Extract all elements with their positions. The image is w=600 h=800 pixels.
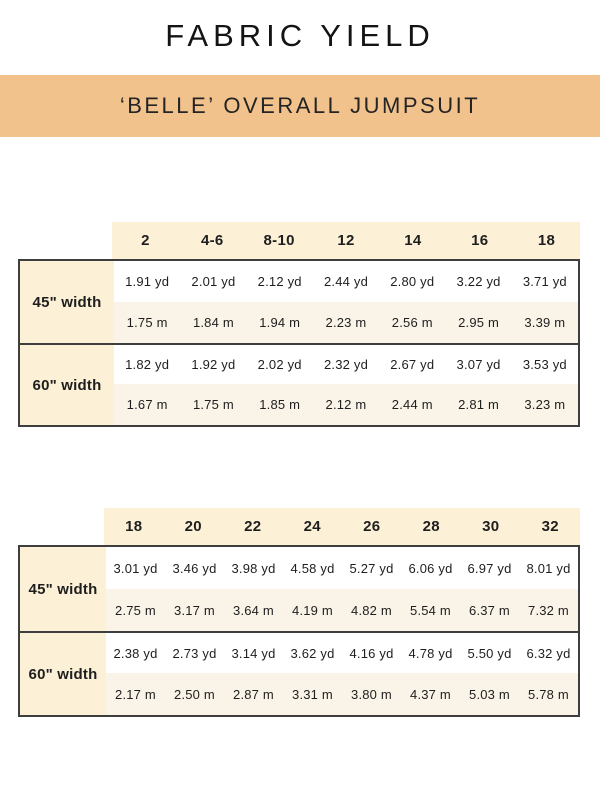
yield-cell: 6.37 m	[460, 589, 519, 631]
yield-cell: 3.01 yd	[106, 547, 165, 589]
yield-table-body	[18, 545, 580, 717]
yield-cell: 2.56 m	[379, 302, 445, 343]
width-row-label: 45" width	[20, 261, 114, 343]
yield-cell: 4.82 m	[342, 589, 401, 631]
size-column-header: 22	[223, 508, 283, 545]
yield-cell: 3.71 yd	[512, 261, 578, 302]
yield-cell: 3.17 m	[165, 589, 224, 631]
yield-table-sizes-2-18	[18, 222, 580, 427]
size-column-header: 4-6	[179, 222, 246, 259]
yield-cell: 6.97 yd	[460, 547, 519, 589]
yield-cell: 2.50 m	[165, 673, 224, 715]
yield-cell: 7.32 m	[519, 589, 578, 631]
size-header-row	[18, 508, 580, 545]
yield-cell: 5.03 m	[460, 673, 519, 715]
yield-cell: 2.02 yd	[247, 343, 313, 384]
size-column-header: 28	[402, 508, 462, 545]
product-banner-label: ‘BELLE’ OVERALL JUMPSUIT	[119, 93, 481, 118]
size-column-header: 2	[112, 222, 179, 259]
yield-cell: 2.17 m	[106, 673, 165, 715]
header-spacer	[18, 222, 112, 259]
yield-cell: 2.81 m	[445, 384, 511, 425]
yield-cell: 4.37 m	[401, 673, 460, 715]
yield-cell: 5.50 yd	[460, 631, 519, 673]
yield-cell: 1.85 m	[247, 384, 313, 425]
yield-cell: 3.64 m	[224, 589, 283, 631]
yield-cell: 3.23 m	[512, 384, 578, 425]
size-column-header: 12	[313, 222, 380, 259]
yield-cell: 2.12 m	[313, 384, 379, 425]
size-column-header: 20	[164, 508, 224, 545]
width-row-label: 60" width	[20, 631, 106, 715]
yield-cell: 3.98 yd	[224, 547, 283, 589]
width-row-label: 60" width	[20, 343, 114, 425]
yield-cell: 1.75 m	[114, 302, 180, 343]
yield-cell: 3.22 yd	[445, 261, 511, 302]
yield-cell: 2.44 yd	[313, 261, 379, 302]
yield-cell: 3.31 m	[283, 673, 342, 715]
width-row-label: 45" width	[20, 547, 106, 631]
size-column-header: 24	[283, 508, 343, 545]
yield-table-body	[18, 259, 580, 427]
yield-cell: 3.07 yd	[445, 343, 511, 384]
yield-cell: 6.32 yd	[519, 631, 578, 673]
yield-cell: 2.23 m	[313, 302, 379, 343]
size-header-row	[18, 222, 580, 259]
yield-cell: 4.78 yd	[401, 631, 460, 673]
page-title: FABRIC YIELD	[165, 18, 435, 53]
yield-cell: 1.92 yd	[180, 343, 246, 384]
yield-cell: 1.67 m	[114, 384, 180, 425]
yield-cell: 2.01 yd	[180, 261, 246, 302]
yield-cell: 2.80 yd	[379, 261, 445, 302]
yield-cell: 1.75 m	[180, 384, 246, 425]
size-column-header: 14	[379, 222, 446, 259]
yield-cell: 1.82 yd	[114, 343, 180, 384]
yield-cell: 2.44 m	[379, 384, 445, 425]
yield-cell: 4.16 yd	[342, 631, 401, 673]
yield-cell: 8.01 yd	[519, 547, 578, 589]
yield-cell: 6.06 yd	[401, 547, 460, 589]
yield-cell: 2.38 yd	[106, 631, 165, 673]
yield-cell: 3.14 yd	[224, 631, 283, 673]
yield-cell: 5.54 m	[401, 589, 460, 631]
yield-cell: 4.19 m	[283, 589, 342, 631]
yield-cell: 1.91 yd	[114, 261, 180, 302]
yield-cell: 4.58 yd	[283, 547, 342, 589]
size-column-header: 26	[342, 508, 402, 545]
yield-cell: 1.84 m	[180, 302, 246, 343]
yield-cell: 2.32 yd	[313, 343, 379, 384]
yield-cell: 3.39 m	[512, 302, 578, 343]
size-column-header: 8-10	[246, 222, 313, 259]
product-banner	[0, 75, 600, 137]
size-column-header: 32	[521, 508, 581, 545]
yield-cell: 3.53 yd	[512, 343, 578, 384]
yield-cell: 3.46 yd	[165, 547, 224, 589]
size-column-header: 16	[446, 222, 513, 259]
yield-cell: 3.80 m	[342, 673, 401, 715]
yield-cell: 2.95 m	[445, 302, 511, 343]
size-column-header: 30	[461, 508, 521, 545]
yield-cell: 5.27 yd	[342, 547, 401, 589]
yield-cell: 2.12 yd	[247, 261, 313, 302]
yield-cell: 2.75 m	[106, 589, 165, 631]
size-column-header: 18	[104, 508, 164, 545]
yield-cell: 2.67 yd	[379, 343, 445, 384]
yield-cell: 1.94 m	[247, 302, 313, 343]
yield-table-sizes-18-32	[18, 508, 580, 717]
yield-cell: 5.78 m	[519, 673, 578, 715]
header-spacer	[18, 508, 104, 545]
yield-cell: 2.87 m	[224, 673, 283, 715]
yield-cell: 2.73 yd	[165, 631, 224, 673]
size-column-header: 18	[513, 222, 580, 259]
yield-cell: 3.62 yd	[283, 631, 342, 673]
